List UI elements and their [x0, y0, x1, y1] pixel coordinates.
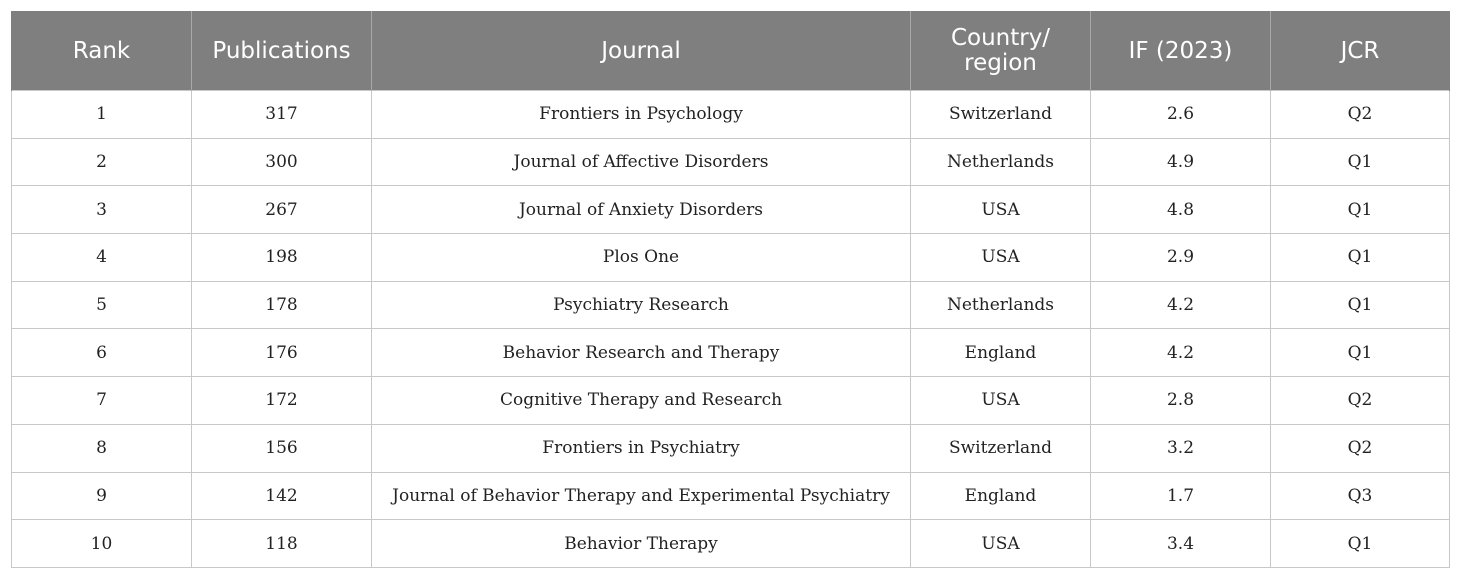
cell-country: USA — [911, 186, 1091, 234]
cell-journal: Journal of Behavior Therapy and Experimental Psychiatry — [372, 472, 911, 520]
table-header — [12, 12, 1450, 91]
cell-impact-factor: 2.8 — [1091, 377, 1271, 425]
cell-rank: 7 — [12, 377, 192, 425]
cell-jcr: Q2 — [1271, 424, 1450, 472]
cell-publications: 300 — [192, 138, 372, 186]
cell-journal: Cognitive Therapy and Research — [372, 377, 911, 425]
cell-impact-factor: 2.9 — [1091, 234, 1271, 282]
cell-journal: Journal of Anxiety Disorders — [372, 186, 911, 234]
cell-journal: Frontiers in Psychology — [372, 91, 911, 139]
table-row — [12, 377, 1450, 425]
cell-publications: 198 — [192, 234, 372, 282]
cell-country: Netherlands — [911, 138, 1091, 186]
cell-country: USA — [911, 520, 1091, 568]
cell-impact-factor: 3.2 — [1091, 424, 1271, 472]
cell-rank: 9 — [12, 472, 192, 520]
cell-country: Switzerland — [911, 91, 1091, 139]
cell-publications: 118 — [192, 520, 372, 568]
cell-country: USA — [911, 234, 1091, 282]
cell-publications: 178 — [192, 281, 372, 329]
cell-rank: 8 — [12, 424, 192, 472]
cell-rank: 4 — [12, 234, 192, 282]
table-row — [12, 138, 1450, 186]
header-rank: Rank — [12, 12, 192, 91]
cell-country: England — [911, 472, 1091, 520]
cell-rank: 1 — [12, 91, 192, 139]
cell-journal: Behavior Research and Therapy — [372, 329, 911, 377]
cell-publications: 267 — [192, 186, 372, 234]
cell-journal: Psychiatry Research — [372, 281, 911, 329]
cell-jcr: Q1 — [1271, 138, 1450, 186]
cell-impact-factor: 4.9 — [1091, 138, 1271, 186]
cell-jcr: Q1 — [1271, 329, 1450, 377]
table-row — [12, 91, 1450, 139]
cell-jcr: Q1 — [1271, 234, 1450, 282]
cell-jcr: Q1 — [1271, 520, 1450, 568]
table-row — [12, 424, 1450, 472]
journal-ranking-table-container — [11, 11, 1449, 568]
header-country-line1: Country/ — [950, 25, 1051, 51]
cell-publications: 172 — [192, 377, 372, 425]
table-row — [12, 281, 1450, 329]
header-country-region — [911, 12, 1091, 91]
cell-publications: 317 — [192, 91, 372, 139]
header-publications: Publications — [192, 12, 372, 91]
cell-impact-factor: 1.7 — [1091, 472, 1271, 520]
cell-impact-factor: 4.2 — [1091, 281, 1271, 329]
cell-publications: 156 — [192, 424, 372, 472]
header-country-line2: region — [964, 50, 1037, 76]
header-jcr: JCR — [1271, 12, 1450, 91]
cell-journal: Journal of Affective Disorders — [372, 138, 911, 186]
cell-jcr: Q1 — [1271, 281, 1450, 329]
table-row — [12, 186, 1450, 234]
table-row — [12, 472, 1450, 520]
cell-impact-factor: 4.8 — [1091, 186, 1271, 234]
cell-country: Switzerland — [911, 424, 1091, 472]
cell-rank: 3 — [12, 186, 192, 234]
table-row — [12, 234, 1450, 282]
cell-impact-factor: 2.6 — [1091, 91, 1271, 139]
header-journal: Journal — [372, 12, 911, 91]
cell-journal: Frontiers in Psychiatry — [372, 424, 911, 472]
table-body — [12, 91, 1450, 568]
cell-journal: Behavior Therapy — [372, 520, 911, 568]
cell-publications: 176 — [192, 329, 372, 377]
table-row — [12, 520, 1450, 568]
cell-rank: 2 — [12, 138, 192, 186]
cell-jcr: Q1 — [1271, 186, 1450, 234]
cell-country: England — [911, 329, 1091, 377]
cell-jcr: Q3 — [1271, 472, 1450, 520]
cell-country: USA — [911, 377, 1091, 425]
journal-ranking-table — [11, 11, 1450, 568]
cell-impact-factor: 4.2 — [1091, 329, 1271, 377]
cell-rank: 6 — [12, 329, 192, 377]
header-row — [12, 12, 1450, 91]
cell-country: Netherlands — [911, 281, 1091, 329]
cell-rank: 10 — [12, 520, 192, 568]
cell-rank: 5 — [12, 281, 192, 329]
cell-impact-factor: 3.4 — [1091, 520, 1271, 568]
cell-journal: Plos One — [372, 234, 911, 282]
cell-jcr: Q2 — [1271, 377, 1450, 425]
cell-publications: 142 — [192, 472, 372, 520]
cell-jcr: Q2 — [1271, 91, 1450, 139]
table-row — [12, 329, 1450, 377]
header-impact-factor: IF (2023) — [1091, 12, 1271, 91]
